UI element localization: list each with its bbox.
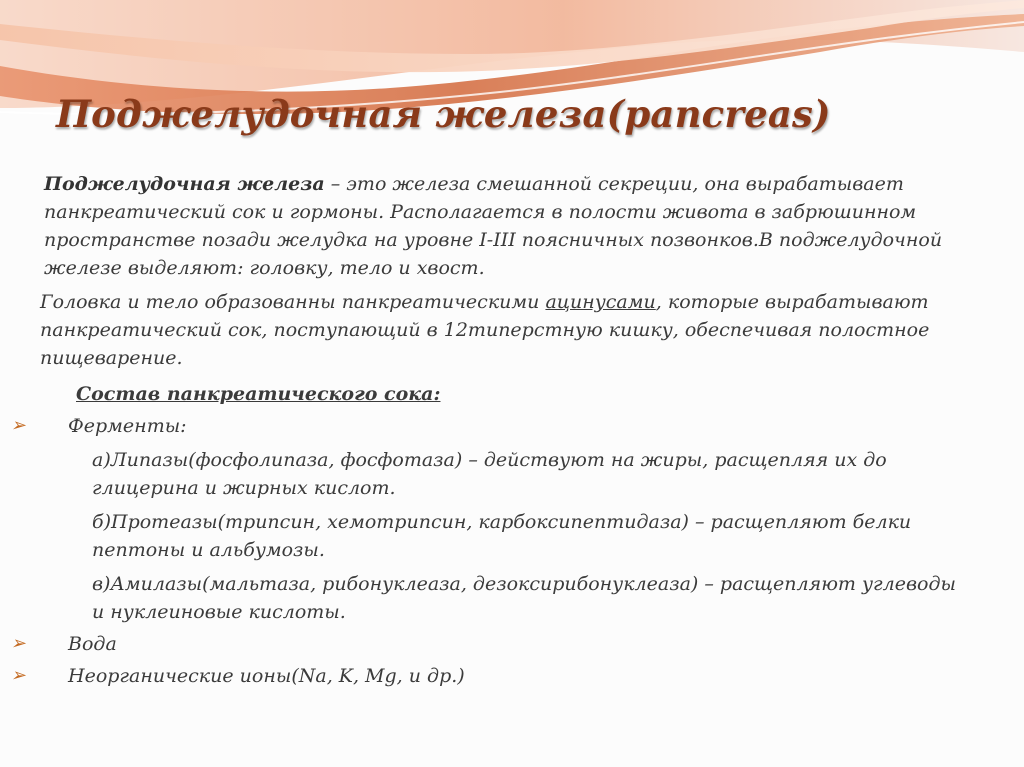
enzyme-lipases-text: а)Липазы(фосфолипаза, фосфотаза) – действуют на жиры, расщепляя их до глицерина и жирных кислот. bbox=[92, 449, 887, 499]
acinus-term[interactable]: ацинусами bbox=[545, 291, 656, 313]
list-item-label: Вода bbox=[68, 633, 117, 655]
chevron-bullet-icon: ➢ bbox=[10, 415, 26, 436]
juice-composition-heading: Состав панкреатического сока: bbox=[76, 383, 441, 405]
list-item-ions bbox=[0, 662, 960, 690]
enzyme-amylases bbox=[68, 570, 968, 626]
list-item-label: Ферменты: bbox=[68, 415, 187, 437]
intro-paragraph bbox=[40, 170, 954, 282]
enzyme-lipases bbox=[68, 446, 968, 502]
enzyme-amylases-text: в)Амилазы(мальтаза, рибонуклеаза, дезоксирибонуклеаза) – расщепляют углеводы и нуклеиновые кислоты. bbox=[92, 573, 956, 623]
term-pancreas: Поджелудочная железа bbox=[44, 173, 325, 195]
slide-content bbox=[0, 170, 1000, 690]
enzyme-proteases-text: б)Протеазы(трипсин, хемотрипсин, карбоксипептидаза) – расщепляют белки пептоны и альбумозы. bbox=[92, 511, 912, 561]
enzyme-proteases bbox=[68, 508, 968, 564]
intro-paragraph-text: – это железа смешанной секреции, она вырабатывает панкреатический сок и гормоны. Располагается в полости живота в забрюшинном пространстве позади желудка на уровне I-III поясничных позвонков.В поджелудочной железе выделяют: головку, тело и хвост. bbox=[44, 173, 943, 279]
page-title: Поджелудочная железа(pancreas) bbox=[56, 92, 831, 136]
list-item-water bbox=[0, 630, 960, 658]
chevron-bullet-icon: ➢ bbox=[10, 665, 26, 686]
structure-paragraph-before: Головка и тело образованны панкреатическими bbox=[40, 291, 546, 313]
structure-paragraph-after: , которые вырабатывают панкреатический сок, поступающий в 12типерстную кишку, обеспечивая полостное пищеварение. bbox=[40, 291, 930, 369]
structure-paragraph bbox=[40, 288, 950, 372]
chevron-bullet-icon: ➢ bbox=[10, 633, 26, 654]
list-item-enzymes bbox=[0, 412, 960, 440]
list-item-label: Неорганические ионы(Na, K, Mg, и др.) bbox=[68, 665, 465, 687]
